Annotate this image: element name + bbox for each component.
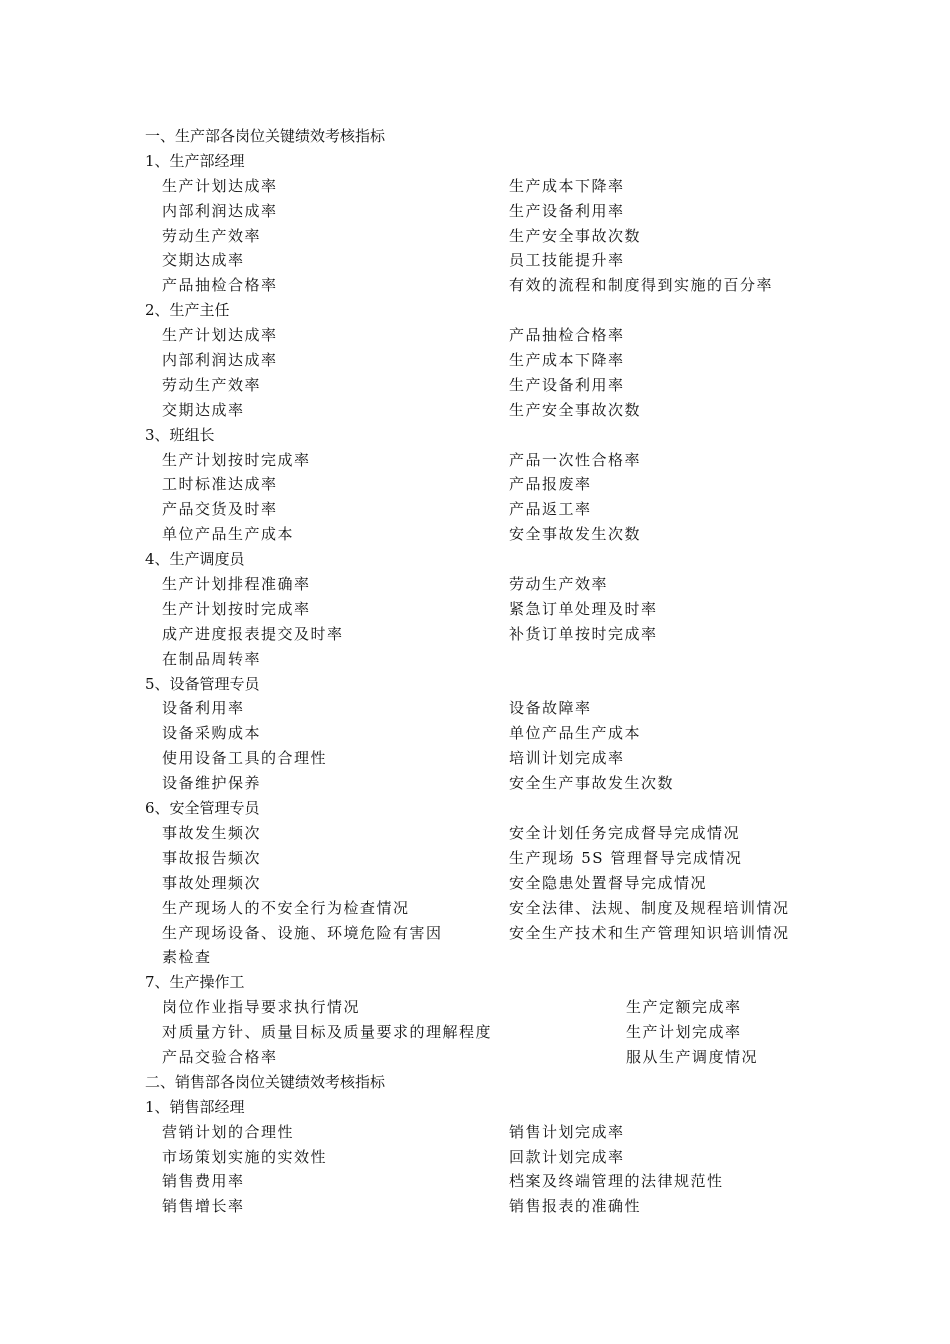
indicator-left: 产品交验合格率 [162,1047,278,1066]
indicator-left: 使用设备工具的合理性 [162,749,328,768]
indicator-left: 事故处理频次 [162,873,262,892]
indicator-row [145,273,845,298]
indicator-row [145,1145,845,1170]
indicator-left: 营销计划的合理性 [162,1122,295,1141]
indicator-row [145,348,845,373]
indicator-row [145,472,845,497]
indicator-right: 安全生产技术和生产管理知识培训情况 [509,923,790,942]
indicator-right: 生产成本下降率 [509,351,625,370]
indicator-left: 对质量方针、质量目标及质量要求的理解程度 [162,1023,493,1042]
indicator-right: 产品抽检合格率 [509,326,625,345]
indicator-right: 安全法律、法规、制度及规程培训情况 [509,898,790,917]
indicator-right: 紧急订单处理及时率 [509,599,658,618]
indicator-row [145,721,845,746]
indicator-row [145,846,845,871]
indicator-row [145,199,845,224]
production-roles [145,149,845,1070]
document-body [145,124,845,1219]
indicator-left: 市场策划实施的实效性 [162,1147,328,1166]
indicator-left: 劳动生产效率 [162,375,262,394]
indicator-right: 补货订单按时完成率 [509,624,658,643]
indicator-row [145,921,845,946]
indicator-right: 生产现场 5S 管理督导完成情况 [509,848,743,867]
indicator-row [145,398,845,423]
role-title: 2、生产主任 [145,301,230,320]
indicator-left: 设备利用率 [162,699,245,718]
indicator-left: 事故报告频次 [162,848,262,867]
indicator-row [145,746,845,771]
indicator-right: 产品报废率 [509,475,592,494]
indicator-row [145,622,845,647]
indicator-row [145,896,845,921]
indicator-right: 员工技能提升率 [509,251,625,270]
indicator-right: 生产设备利用率 [509,201,625,220]
indicator-row [145,373,845,398]
indicator-row [145,696,845,721]
indicator-left: 生产现场设备、设施、环境危险有害因 [162,923,443,942]
indicator-left: 单位产品生产成本 [162,525,295,544]
indicator-left: 工时标准达成率 [162,475,278,494]
indicator-row [145,1020,845,1045]
indicator-left: 生产计划排程准确率 [162,575,311,594]
indicator-left: 成产进度报表提交及时率 [162,624,344,643]
indicator-right: 培训计划完成率 [509,749,625,768]
indicator-left: 设备采购成本 [162,724,262,743]
indicator-left: 生产计划按时完成率 [162,450,311,469]
indicator-row [145,522,845,547]
indicator-row [145,572,845,597]
indicator-left: 内部利润达成率 [162,201,278,220]
indicator-right: 劳动生产效率 [509,575,609,594]
indicator-right: 安全事故发生次数 [509,525,642,544]
indicator-right: 有效的流程和制度得到实施的百分率 [509,276,774,295]
indicator-row [145,871,845,896]
section-title-production: 一、生产部各岗位关键绩效考核指标 [145,127,386,145]
indicator-row [145,224,845,249]
indicator-right: 销售计划完成率 [509,1122,625,1141]
indicator-right: 安全计划任务完成督导完成情况 [509,823,741,842]
indicator-right: 服从生产调度情况 [626,1047,759,1066]
indicator-left: 交期达成率 [162,400,245,419]
indicator-left: 岗位作业指导要求执行情况 [162,998,361,1017]
indicator-right: 产品返工率 [509,500,592,519]
indicator-right: 生产设备利用率 [509,375,625,394]
indicator-left: 产品交货及时率 [162,500,278,519]
indicator-row [145,323,845,348]
indicator-right: 安全生产事故发生次数 [509,774,675,793]
indicator-right: 档案及终端管理的法律规范性 [509,1172,724,1191]
role-title: 6、安全管理专员 [145,799,260,818]
indicator-right: 产品一次性合格率 [509,450,642,469]
section-title-sales: 二、销售部各岗位关键绩效考核指标 [145,1072,386,1091]
indicator-right: 回款计划完成率 [509,1147,625,1166]
role-title: 7、生产操作工 [145,973,245,992]
indicator-right: 生产成本下降率 [509,176,625,195]
role-title: 3、班组长 [145,425,215,444]
indicator-right: 生产定额完成率 [626,998,742,1017]
indicator-right: 设备故障率 [509,699,592,718]
indicator-right: 生产安全事故次数 [509,400,642,419]
sales-roles [145,1095,845,1219]
role-title: 5、设备管理专员 [145,674,260,693]
indicator-left: 生产现场人的不安全行为检查情况 [162,898,410,917]
indicator-left: 生产计划按时完成率 [162,599,311,618]
indicator-left: 设备维护保养 [162,774,262,793]
indicator-left: 在制品周转率 [162,649,262,668]
indicator-row [145,771,845,796]
indicator-left: 生产计划达成率 [162,326,278,345]
role-title: 1、销售部经理 [145,1097,245,1116]
role-title: 1、生产部经理 [145,151,245,170]
indicator-row [145,1169,845,1194]
indicator-row [145,248,845,273]
indicator-row [145,174,845,199]
indicator-row [145,497,845,522]
indicator-row [145,995,845,1020]
indicator-row [145,1120,845,1145]
indicator-left: 生产计划达成率 [162,176,278,195]
indicator-left: 销售增长率 [162,1197,245,1216]
indicator-right: 安全隐患处置督导完成情况 [509,873,708,892]
indicator-row [145,1045,845,1070]
role-title: 4、生产调度员 [145,550,245,569]
indicator-left: 劳动生产效率 [162,226,262,245]
indicator-right: 生产计划完成率 [626,1023,742,1042]
indicator-left: 交期达成率 [162,251,245,270]
indicator-right: 单位产品生产成本 [509,724,642,743]
indicator-left: 事故发生频次 [162,823,262,842]
indicator-left: 产品抽检合格率 [162,276,278,295]
indicator-row [145,945,845,970]
indicator-row [145,448,845,473]
indicator-row [145,647,845,672]
indicator-row [145,821,845,846]
indicator-left: 销售费用率 [162,1172,245,1191]
indicator-row [145,597,845,622]
indicator-row [145,1194,845,1219]
indicator-left: 内部利润达成率 [162,351,278,370]
indicator-right: 销售报表的准确性 [509,1197,642,1216]
indicator-left: 素检查 [162,948,212,967]
indicator-right: 生产安全事故次数 [509,226,642,245]
